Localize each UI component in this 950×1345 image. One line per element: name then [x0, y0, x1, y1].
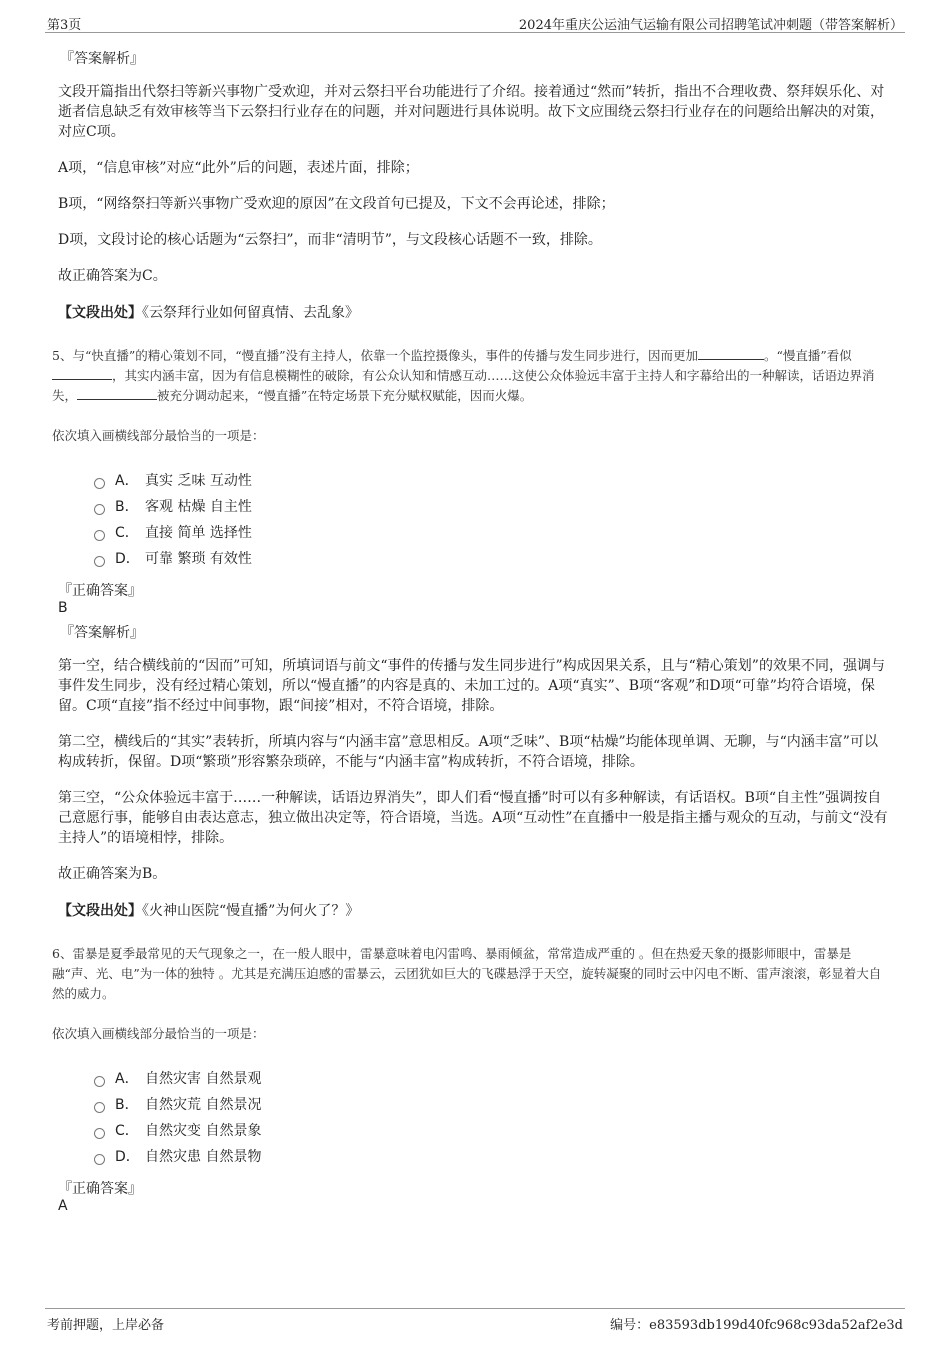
question-prompt: 依次填入画横线部分最恰当的一项是：	[52, 1026, 265, 1041]
radio-icon[interactable]	[94, 556, 105, 567]
option-text: 自然灾害 自然景观	[145, 1071, 262, 1087]
question-text-part: 。“慢直播”看似	[764, 348, 852, 363]
option-letter: D．	[115, 551, 140, 567]
question-prompt: 依次填入画横线部分最恰当的一项是：	[52, 428, 265, 443]
option-letter: D．	[115, 1149, 140, 1165]
question-text-part: 被充分调动起来，“慢直播”在特定场景下充分赋权赋能，因而火爆。	[157, 388, 533, 403]
option-d[interactable]	[94, 546, 888, 572]
question-6-options	[94, 1066, 888, 1170]
analysis-paragraph: 第一空，结合横线前的“因而”可知，所填词语与前文“事件的传播与发生同步进行”构成因果关系，且与“精心策划”的效果不同，强调与事件发生同步，没有经过精心策划，所以“慢直播”的内容是真的、未加工过的。A项“真实”、B项“客观”和D项“可靠”均符合语境，保留。C项“直接”指不经过中间事物，跟“间接”相对，不符合语境，排除。	[58, 658, 885, 714]
analysis-paragraph: 故正确答案为C。	[58, 268, 167, 284]
answer-heading: 『正确答案』	[58, 583, 142, 599]
question-5-text	[52, 346, 888, 406]
option-letter: C．	[115, 525, 139, 541]
option-letter: B．	[115, 499, 139, 515]
radio-icon[interactable]	[94, 478, 105, 489]
radio-icon[interactable]	[94, 504, 105, 515]
analysis-heading: 『答案解析』	[60, 625, 144, 641]
option-c[interactable]	[94, 520, 888, 546]
option-b[interactable]	[94, 1092, 888, 1118]
option-text: 真实 乏味 互动性	[145, 473, 252, 489]
option-text: 自然灾患 自然景物	[145, 1149, 262, 1165]
page-footer	[45, 1308, 905, 1331]
page-header	[45, 10, 905, 33]
option-b[interactable]	[94, 494, 888, 520]
radio-icon[interactable]	[94, 1076, 105, 1087]
answer-value: B	[58, 600, 68, 616]
answer-heading: 『正确答案』	[58, 1181, 142, 1197]
option-text: 可靠 繁琐 有效性	[145, 551, 252, 567]
footer-slogan: 考前押题，上岸必备	[47, 1318, 165, 1333]
analysis-paragraph: 第三空，“公众体验远丰富于……一种解读，话语边界消失”，即人们看“慢直播”时可以有多种解读，有话语权。B项“自主性”强调按自己意愿行事，能够自由表达意志，独立做出决定等，符合语境，当选。A项“互动性”在直播中一般是指主播与观众的互动，与前文“没有主持人”的语境相悖，排除。	[58, 790, 888, 846]
analysis-heading: 『答案解析』	[60, 51, 144, 67]
source-title: 《云祭拜行业如何留真情、去乱象》	[142, 305, 359, 321]
question-6-text: 6、雷暴是夏季最常见的天气现象之一，在一般人眼中，雷暴意味着电闪雷鸣、暴雨倾盆，常常造成严重的 。但在热爱天象的摄影师眼中，雷暴是融“声、光、电”为一体的独特 。尤其是充满压迫感的雷暴云，云团犹如巨大的飞碟悬浮于天空，旋转凝聚的同时云中闪电不断、雷声滚滚，彰显着大自然的威力。	[52, 946, 882, 1001]
analysis-paragraph: 故正确答案为B。	[58, 866, 167, 882]
source-label: 【文段出处】	[58, 305, 142, 321]
option-letter: C．	[115, 1123, 139, 1139]
analysis-paragraph: 文段开篇指出代祭扫等新兴事物广受欢迎，并对云祭扫平台功能进行了介绍。接着通过“然而”转折，指出不合理收费、祭拜娱乐化、对逝者信息缺乏有效审核等当下云祭扫行业存在的问题，并对问题进行具体说明。故下文应围绕云祭扫行业存在的问题给出解决的对策，对应C项。	[58, 84, 885, 140]
option-text: 自然灾变 自然景象	[145, 1123, 262, 1139]
question-text-part: ，其实内涵丰富，因为有信息模糊性的破除，有公众认知和情感互动……这使公众体验远丰富于主持人和字幕给出的一种解读，话语边界消失，	[52, 368, 875, 403]
option-text: 自然灾荒 自然景况	[145, 1097, 262, 1113]
analysis-paragraph: B项，“网络祭扫等新兴事物广受欢迎的原因”在文段首句已提及，下文不会再论述，排除；	[58, 196, 615, 212]
fill-blank	[52, 367, 112, 380]
radio-icon[interactable]	[94, 1154, 105, 1165]
page-number: 第3页	[47, 18, 82, 33]
option-letter: A．	[115, 1071, 139, 1087]
option-letter: A．	[115, 473, 139, 489]
analysis-paragraph: 第二空，横线后的“其实”表转折，所填内容与“内涵丰富”意思相反。A项“乏味”、B项“枯燥”均能体现单调、无聊，与“内涵丰富”可以构成转折，保留。D项“繁琐”形容繁杂琐碎，不能与“内涵丰富”构成转折，不符合语境，排除。	[58, 734, 878, 770]
fill-blank	[698, 347, 764, 360]
option-letter: B．	[115, 1097, 139, 1113]
document-id: 编号：e83593db199d40fc968c93da52af2e3d	[610, 1318, 903, 1333]
answer-value: A	[58, 1198, 68, 1214]
radio-icon[interactable]	[94, 1102, 105, 1113]
source-label: 【文段出处】	[58, 903, 142, 919]
document-title: 2024年重庆公运油气运输有限公司招聘笔试冲刺题（带答案解析）	[518, 18, 903, 33]
source-citation	[58, 302, 888, 322]
option-d[interactable]	[94, 1144, 888, 1170]
radio-icon[interactable]	[94, 1128, 105, 1139]
question-text-part: 5、与“快直播”的精心策划不同，“慢直播”没有主持人，依靠一个监控摄像头，事件的传播与发生同步进行，因而更加	[52, 348, 699, 363]
analysis-paragraph: A项，“信息审核”对应“此外”后的问题，表述片面，排除；	[58, 160, 419, 176]
option-a[interactable]	[94, 468, 888, 494]
main-content	[52, 48, 888, 1220]
question-5-options	[94, 468, 888, 572]
option-c[interactable]	[94, 1118, 888, 1144]
radio-icon[interactable]	[94, 530, 105, 541]
option-text: 客观 枯燥 自主性	[145, 499, 252, 515]
option-a[interactable]	[94, 1066, 888, 1092]
source-citation	[58, 900, 888, 920]
source-title: 《火神山医院“慢直播”为何火了？》	[142, 903, 360, 919]
option-text: 直接 简单 选择性	[145, 525, 252, 541]
analysis-paragraph: D项，文段讨论的核心话题为“云祭扫”，而非“清明节”，与文段核心话题不一致，排除。	[58, 232, 602, 248]
fill-blank	[77, 387, 157, 400]
